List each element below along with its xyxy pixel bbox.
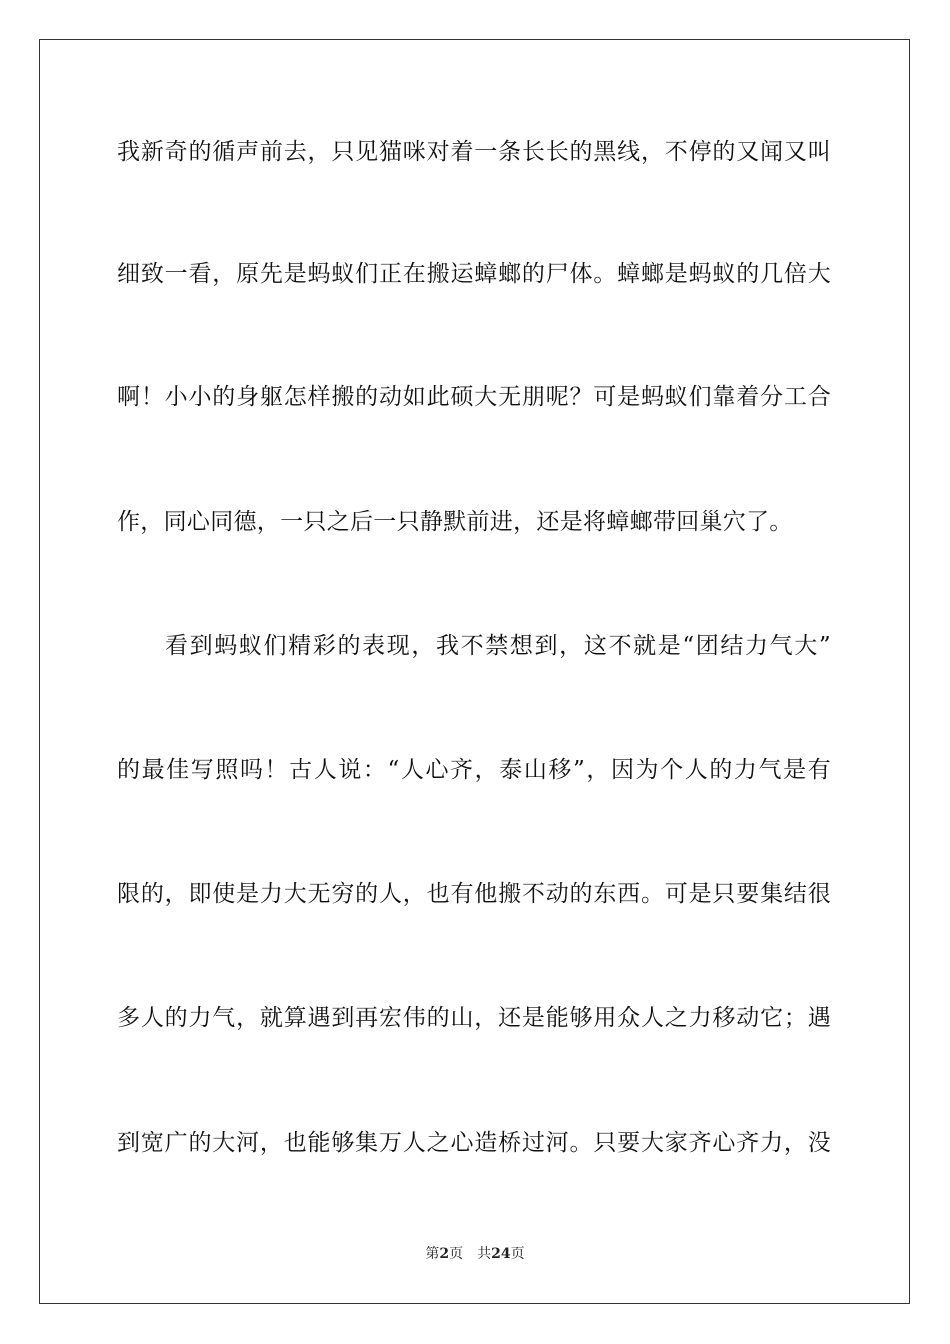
text-line: 细致一看，原先是蚂蚁们正在搬运蟑螂的尸体。蟑螂是蚂蚁的几倍大 bbox=[117, 261, 831, 287]
text-line: 的最佳写照吗！古人说：“人心齐，泰山移”，因为个人的力气是有 bbox=[117, 757, 831, 783]
page-footer bbox=[0, 1245, 950, 1263]
text-line: 啊！小小的身躯怎样搬的动如此硕大无朋呢？可是蚂蚁们靠着分工合 bbox=[117, 384, 831, 410]
page-suffix: 页 bbox=[449, 1246, 464, 1262]
text-line: 到宽广的大河，也能够集万人之心造桥过河。只要大家齐心齐力，没 bbox=[117, 1130, 831, 1156]
page-number: 2 bbox=[439, 1246, 450, 1262]
text-line: 限的，即使是力大无穷的人，也有他搬不动的东西。可是只要集结很 bbox=[117, 881, 831, 907]
total-pages: 24 bbox=[491, 1246, 511, 1262]
page-border bbox=[39, 39, 910, 1304]
text-line: 我新奇的循声前去，只见猫咪对着一条长长的黑线，不停的又闻又叫 bbox=[117, 139, 831, 165]
text-line: 多人的力气，就算遇到再宏伟的山，还是能够用众人之力移动它；遇 bbox=[117, 1005, 831, 1031]
total-suffix: 页 bbox=[510, 1246, 525, 1262]
page-prefix: 第 bbox=[425, 1246, 440, 1262]
total-prefix: 共 bbox=[477, 1246, 492, 1262]
text-line: 作，同心同德，一只之后一只静默前进，还是将蟑螂带回巢穴了。 bbox=[117, 509, 793, 535]
paragraph-first-line: 看到蚂蚁们精彩的表现，我不禁想到，这不就是“团结力气大” bbox=[165, 633, 831, 659]
